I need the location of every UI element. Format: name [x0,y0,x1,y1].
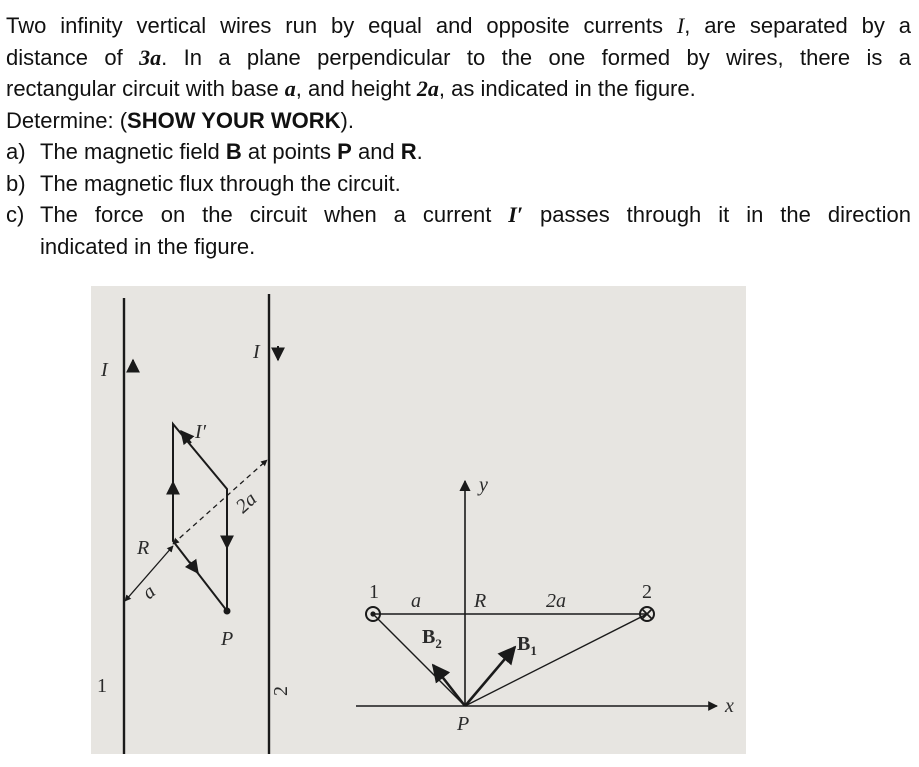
right-diagram [356,474,734,735]
wire-1-number-right: 1 [369,581,379,603]
point-symbol: P [337,139,352,164]
height-dimension-label: 2a [231,487,262,518]
point-p-dot [224,608,231,615]
question-text: and [351,139,401,164]
field-b2-subscript: 2 [435,636,442,651]
determine-text: Determine: ( [6,107,128,133]
base-dimension-label: a [138,580,160,604]
question-c [6,199,911,262]
wire-1-to-p-line [373,614,465,706]
figure-canvas [91,286,746,754]
wire-2-number-right: 2 [642,581,652,603]
current-loop [173,424,227,611]
wire-1-current-label: I [101,359,108,381]
determine-text: ). [340,107,354,133]
problem-statement [6,10,911,262]
point-symbol: R [400,139,417,164]
x-axis-label: x [725,695,734,717]
question-text: at points [241,139,338,164]
field-b2-vector [433,665,465,706]
question-a [6,136,911,168]
question-c-line-1 [40,199,911,231]
separation-symbol: 3a [139,44,162,70]
loop-current-label: I′ [195,421,207,443]
left-diagram [97,294,292,754]
wire-2-number: 2 [270,686,292,696]
question-text: passes through it in the direction [523,202,911,227]
field-b2-symbol: B [422,626,436,648]
field-symbol: B [225,139,242,164]
intro-text: distance of [6,44,140,70]
intro-text: . In a plane perpendicular to the one formed by wires, there is a [161,44,912,70]
intro-text: , are separated by a [684,13,911,38]
height-symbol: 2a [416,76,439,101]
point-p-label: P [221,628,234,650]
intro-line-2 [6,42,911,74]
question-b [6,168,911,200]
intro-text: rectangular circuit with base [6,76,285,101]
distance-a-label: a [411,590,421,612]
question-text: indicated in the figure. [40,233,256,259]
wire-1-number: 1 [97,675,107,697]
point-p-label-right: P [457,713,470,735]
question-marker: c) [6,202,25,227]
field-b1-subscript: 1 [530,643,537,658]
field-b2-label [422,626,442,651]
wire-2-to-p-line [465,614,647,706]
intro-text: Two infinity vertical wires run by equal and opposite currents [6,13,677,38]
intro-line-3 [6,73,911,105]
determine-line [6,105,911,137]
intro-text: , as indicated in the figure. [438,76,696,101]
point-r-label: R [137,537,150,559]
point-r-label-right: R [474,590,487,612]
physics-figure [91,286,746,754]
field-b1-vector [465,647,515,706]
loop-bottom-arrow [190,562,198,573]
distance-2a-label: 2a [546,590,566,612]
wire-2-current-label: I [253,341,260,363]
loop-current-symbol: I′ [508,202,524,227]
question-text: . [416,139,423,164]
question-marker: b) [6,170,26,196]
question-text: The magnetic flux through the circuit. [40,170,401,196]
y-axis-label: y [479,474,488,496]
question-marker: a) [6,139,26,164]
current-symbol: I [676,13,685,38]
intro-text: , and height [295,76,417,101]
question-text: The force on the circuit when a current [40,202,509,227]
base-symbol: a [284,76,296,101]
intro-line-1 [6,10,911,42]
field-b1-label [517,633,537,658]
determine-emphasis: SHOW YOUR WORK [127,107,341,133]
question-text: The magnetic field [40,139,226,164]
field-b1-symbol: B [517,633,531,655]
